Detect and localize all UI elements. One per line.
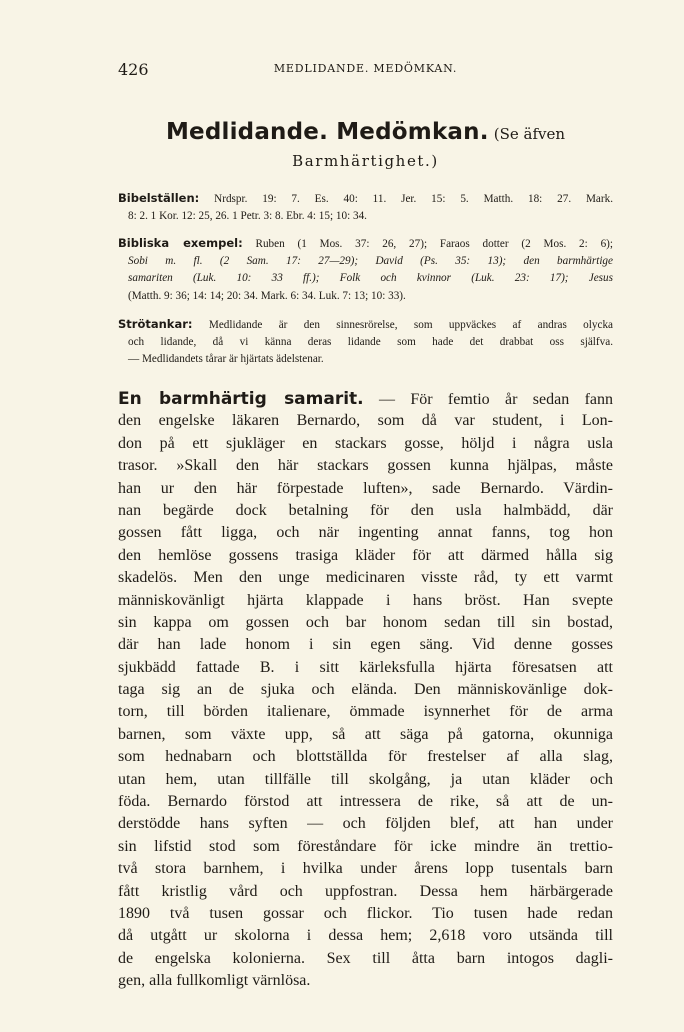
- text-line: torn, till börden italienare, ömmade isynnerhet för de arma: [118, 703, 613, 721]
- text-line: — Medlidandets tårar är hjärtats ädelstenar.: [128, 353, 324, 365]
- exempel-section: [118, 235, 613, 305]
- text-line: En barmhärtig samarit. — För femtio år sedan fann: [118, 389, 613, 409]
- bibelstallen-section: [118, 190, 613, 225]
- story-title: En barmhärtig samarit.: [118, 389, 364, 409]
- text-line: derstödde hans syften — och följden blef, att han under: [118, 815, 613, 833]
- text-line: de engelska kolonierna. Sex till åtta barn intogos dagli-: [118, 949, 613, 967]
- running-title: MEDLIDANDE. MEDÖMKAN.: [273, 62, 458, 75]
- text-line: trasor. »Skall den här stackars gossen kunna hjälpas, måste: [118, 457, 613, 475]
- text-line: 1890 två tusen gossar och flickor. Tio tusen hade redan: [118, 904, 613, 922]
- text-line: 8: 2. 1 Kor. 12: 25, 26. 1 Petr. 3: 8. Ebr. 4: 15; 10: 34.: [128, 209, 367, 222]
- text-line: Sobi m. fl. (2 Sam. 17: 27—29); David (Ps. 35: 13); den barmhärtige: [128, 254, 613, 267]
- text-line: skadelös. Men den unge medicinaren visste råd, ty ett varmt: [118, 569, 613, 587]
- text-line: fått kristlig vård och uppfostran. Dessa hem härbärgerade: [118, 882, 613, 900]
- story-section: [118, 388, 613, 993]
- text-line: Bibliska exempel: Ruben (1 Mos. 37: 26, 27); Faraos dotter (2 Mos. 2: 6);: [118, 236, 613, 250]
- text-line: han ur den här förpestade luften», sade Bernardo. Värdin-: [118, 479, 613, 497]
- strotankar-section: [118, 316, 613, 369]
- text-line: människovänligt hjärta klappade i hans bröst. Han svepte: [118, 591, 613, 609]
- text-line: då utgått ur skolorna i dessa hem; 2,618 voro utsända till: [118, 927, 613, 945]
- section-label: Strötankar:: [118, 317, 193, 331]
- text-line: som hednabarn och blottställda för frestelser af alla slag,: [118, 748, 613, 766]
- text-line: taga sig an de sjuka och elända. Den människovänlige dok-: [118, 681, 613, 699]
- cross-reference-start: (Se äfven: [493, 125, 566, 143]
- text-line: gossen fått ligga, och när ingenting annat fanns, tog hon: [118, 524, 613, 542]
- text-line: utan hem, utan tillfälle till skolgång, ja utan kläder och: [118, 770, 613, 788]
- text-line: Bibelställen: Nrdspr. 19: 7. Es. 40: 11. Jer. 15: 5. Matth. 18: 27. Mark.: [118, 191, 613, 205]
- text-line: föda. Bernardo förstod att intressera de rike, så att de un-: [118, 793, 613, 811]
- section-heading: [118, 119, 613, 145]
- section-label: Bibelställen:: [118, 191, 200, 205]
- text-line: två stora barnhem, i hvilka under årens lopp tusentals barn: [118, 860, 613, 878]
- text-line: sjukbädd fattade B. i sitt kärleksfulla hjärta föresatsen att: [118, 658, 613, 676]
- text-line: (Matth. 9: 36; 14: 14; 20: 34. Mark. 6: 34. Luk. 7: 13; 10: 33).: [128, 289, 406, 302]
- section-label: Bibliska exempel:: [118, 236, 243, 250]
- text-line: barnen, som växte upp, så att säga på gatorna, okunniga: [118, 725, 613, 743]
- text-line: och lidande, då vi känna deras lidande som hade det drabbat oss själfva.: [128, 335, 613, 348]
- text-line: sin lifstid stod som föreståndare för icke mindre än trettio-: [118, 837, 613, 855]
- text-line: gen, alla fullkomligt värnlösa.: [118, 972, 311, 990]
- section-title: Medlidande. Medömkan.: [165, 119, 489, 145]
- text-line: samariten (Luk. 10: 33 ff.); Folk och kvinnor (Luk. 23: 17); Jesus: [128, 272, 613, 284]
- text-line: sin kappa om gossen och bar honom sedan till sin bostad,: [118, 613, 613, 631]
- text-line: den hemlöse gossens trasiga kläder för att därmed hålla sig: [118, 546, 613, 564]
- text-line: där han lade honom i sin egen säng. Vid denne gosses: [118, 636, 613, 654]
- text-line: don på ett sjukläger en stackars gosse, höljd i några usla: [118, 434, 613, 452]
- cross-reference-end: Barmhärtighet.): [292, 152, 439, 170]
- running-head: [118, 60, 613, 80]
- text-line: nan begärde dock betalning för den usla halmbädd, där: [118, 501, 613, 519]
- page-number: 426: [118, 60, 149, 79]
- text-line: den engelske läkaren Bernardo, som då var student, i Lon-: [118, 412, 613, 430]
- text-line: Strötankar: Medlidande är den sinnesrörelse, som uppväckes af andras olycka: [118, 317, 613, 331]
